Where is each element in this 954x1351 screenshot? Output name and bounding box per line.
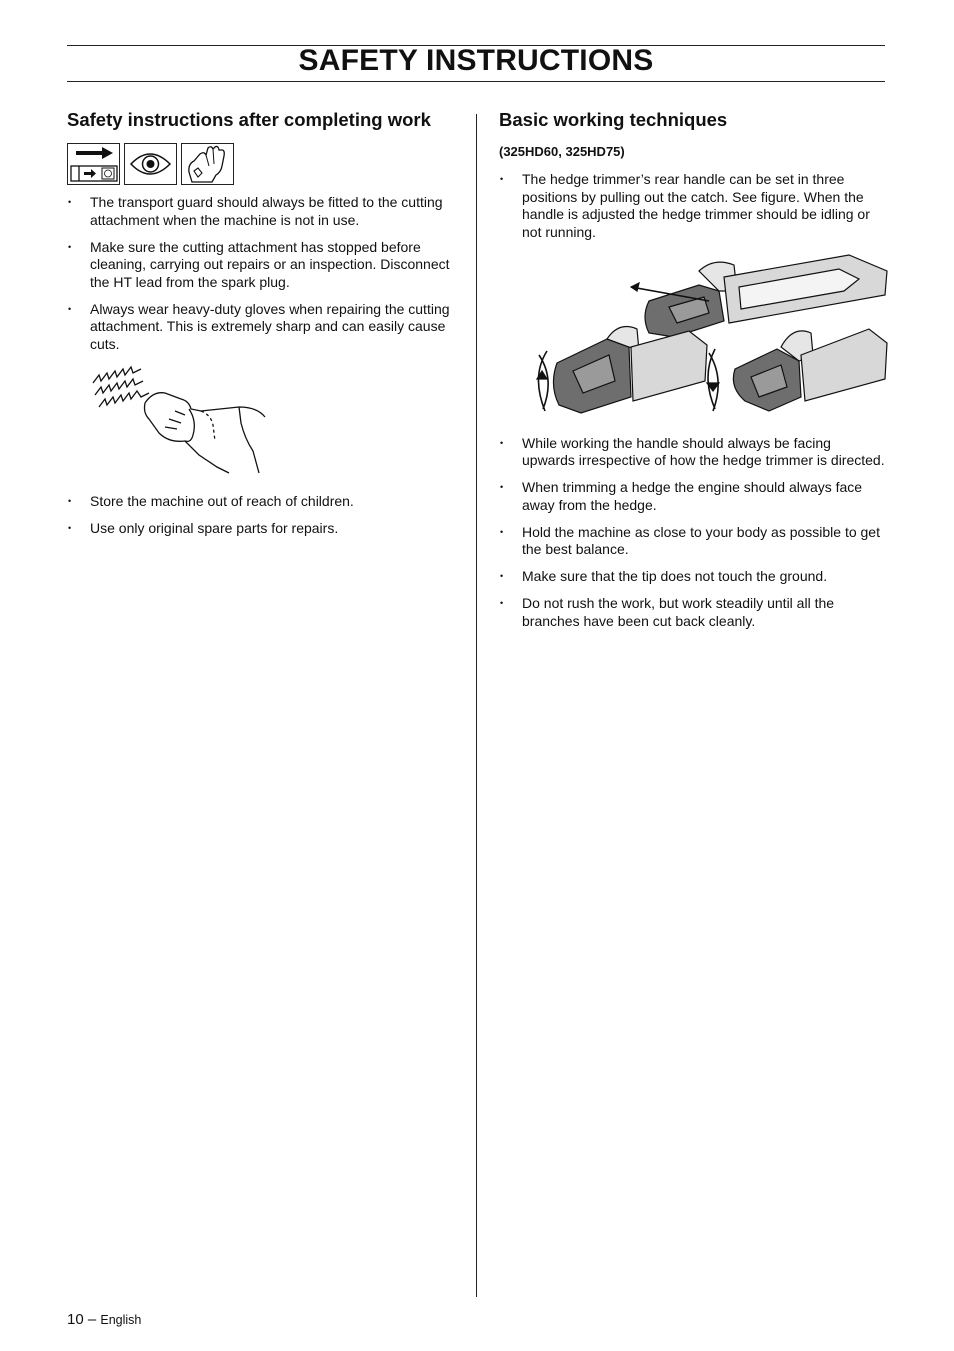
page-title: SAFETY INSTRUCTIONS bbox=[298, 44, 654, 77]
page-footer bbox=[67, 1311, 141, 1328]
model-numbers: (325HD60, 325HD75) bbox=[499, 144, 625, 159]
left-bullets-bottom bbox=[67, 493, 457, 538]
list-item: • Hold the machine as close to your body as possible to get the best balance. bbox=[499, 524, 885, 559]
right-heading: Basic working techniques bbox=[499, 109, 728, 130]
list-item: • When trimming a hedge the engine should always face away from the hedge. bbox=[499, 479, 885, 514]
page-number: 10 – bbox=[67, 1311, 97, 1328]
handle-positions-illustration bbox=[519, 251, 885, 421]
list-item: • Store the machine out of reach of children. bbox=[67, 493, 457, 511]
list-item: • Use only original spare parts for repairs. bbox=[67, 520, 457, 538]
glove-icon bbox=[181, 143, 234, 185]
list-item: • The transport guard should always be fitted to the cutting attachment when the machine is not in use. bbox=[67, 194, 457, 229]
list-item: • While working the handle should always be facing upwards irrespective of how the hedge trimmer is directed. bbox=[499, 435, 885, 470]
footer-language: English bbox=[100, 1313, 142, 1327]
list-item: • Make sure the cutting attachment has stopped before cleaning, carrying out repairs or an inspection. Disconnect the HT lead from the spark plug. bbox=[67, 239, 457, 292]
list-item: • Make sure that the tip does not touch the ground. bbox=[499, 568, 885, 586]
right-bullets-bottom bbox=[499, 435, 885, 631]
list-item: • Do not rush the work, but work steadily until all the branches have been cut back cleanly. bbox=[499, 595, 885, 630]
title-rule bbox=[67, 81, 885, 82]
list-item: • Always wear heavy-duty gloves when repairing the cutting attachment. This is extremely sharp and can easily cause cuts. bbox=[67, 301, 457, 354]
column-divider bbox=[476, 114, 477, 1297]
list-item: • The hedge trimmer’s rear handle can be set in three positions by pulling out the catch. See figure. When the handle is adjusted the hedge trimmer should be idling or not running. bbox=[499, 171, 885, 241]
transport-guard-icon bbox=[67, 143, 120, 185]
right-column bbox=[499, 108, 885, 640]
left-column bbox=[67, 108, 457, 547]
eye-protection-icon bbox=[124, 143, 177, 185]
left-bullets-top bbox=[67, 194, 457, 353]
left-heading: Safety instructions after completing work bbox=[67, 109, 431, 130]
right-bullets-top bbox=[499, 171, 885, 241]
glove-blade-illustration bbox=[89, 363, 457, 475]
safety-icons bbox=[67, 143, 457, 185]
